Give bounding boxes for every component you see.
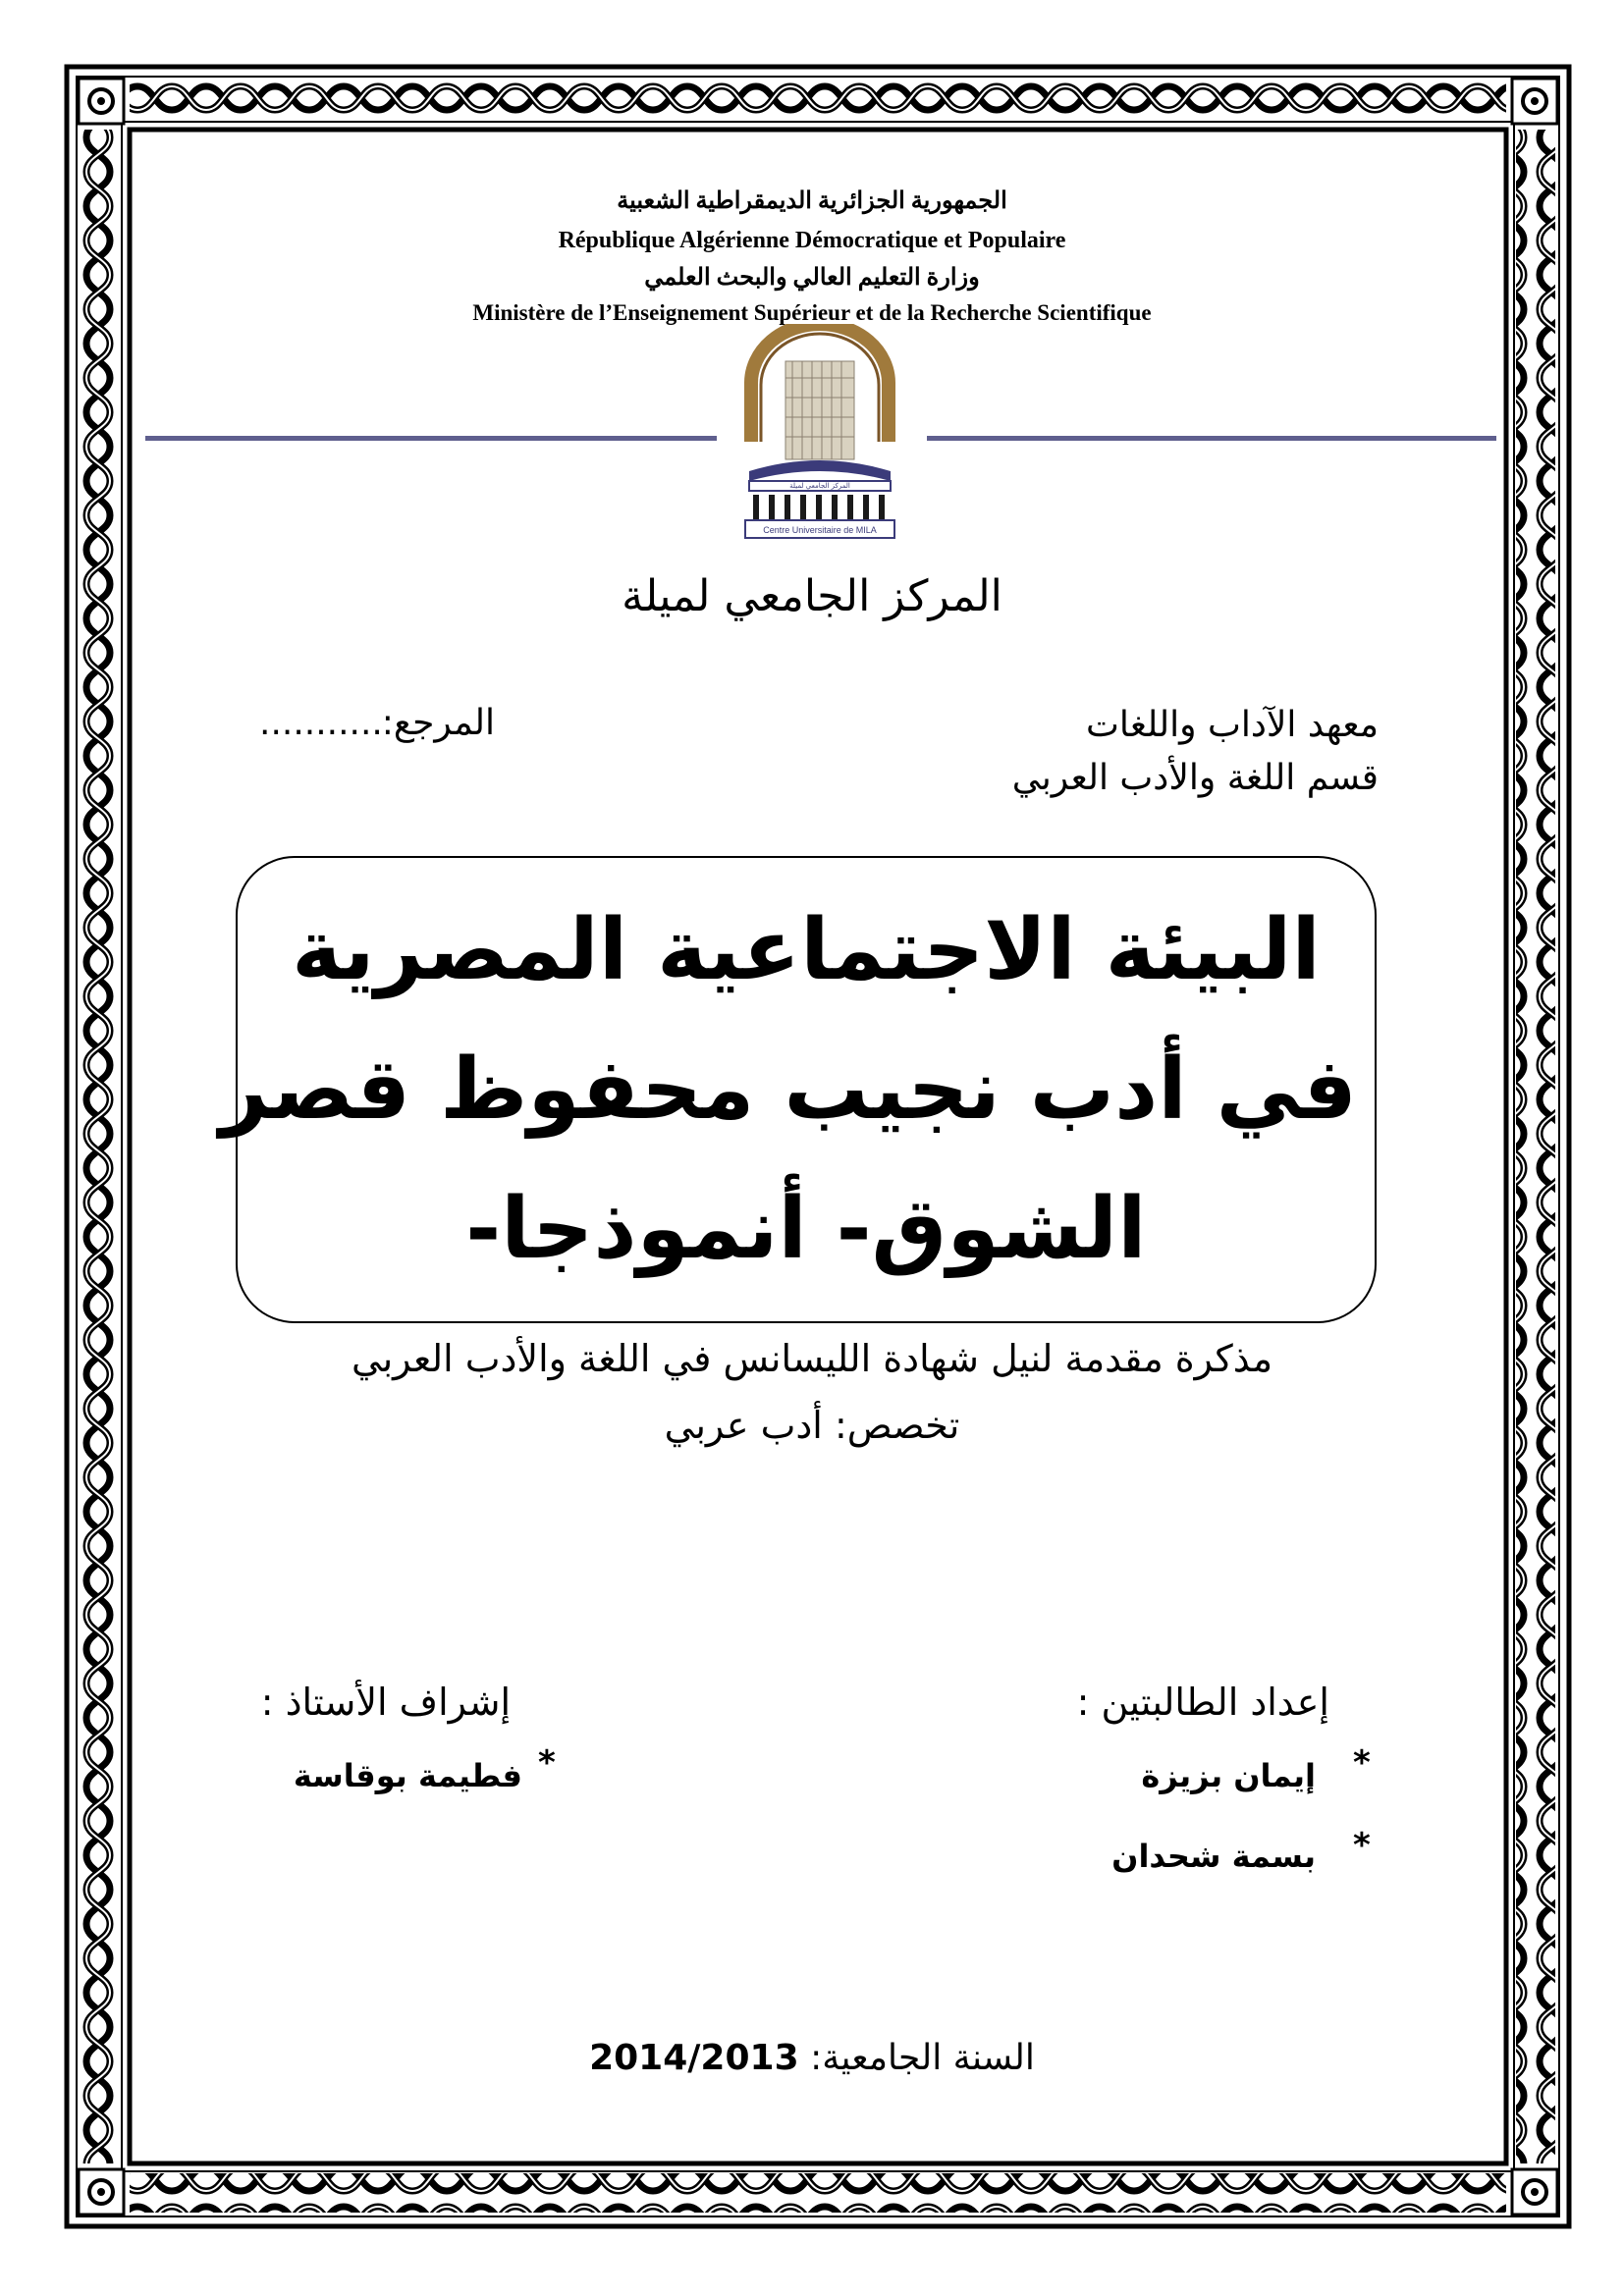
ministry-french: Ministère de l’Enseignement Supérieur et de la Recherche Scientifique <box>472 300 1152 325</box>
republic-arabic: الجمهورية الجزائرية الديمقراطية الشعبية <box>617 188 1007 214</box>
ministry-arabic: وزارة التعليم العالي والبحث العلمي <box>644 265 980 291</box>
supervisor-bullet: * <box>538 1743 556 1783</box>
thesis-title-line-2: في أدب نجيب محفوظ قصر <box>219 1041 1357 1139</box>
republic-french: République Algérienne Démocratique et Populaire <box>558 228 1066 253</box>
students-label: إعداد الطالبتين : <box>1076 1681 1329 1724</box>
header-rule-right <box>927 436 1496 441</box>
specialty: تخصص: أدب عربي <box>664 1404 960 1447</box>
student-name-1: إيمان بزيزة <box>1141 1757 1316 1794</box>
academic-year-label: السنة الجامعية: <box>810 2038 1035 2078</box>
degree-statement: مذكرة مقدمة لنيل شهادة الليسانس في اللغة والأدب العربي <box>351 1337 1273 1380</box>
reference-label: المرجع: <box>381 703 495 743</box>
student-bullet-2: * <box>1353 1826 1371 1865</box>
thesis-title-line-1: البيئة الاجتماعية المصرية <box>292 901 1321 999</box>
institution-name: المركز الجامعي لميلة <box>622 571 1002 621</box>
student-bullet-1: * <box>1353 1743 1371 1783</box>
reference-value: ........... <box>259 703 383 743</box>
department-name: قسم اللغة والأدب العربي <box>1011 758 1379 798</box>
supervisor-label: إشراف الأستاذ : <box>260 1681 511 1724</box>
logo-banner-text: المركز الجامعي لميلة <box>789 482 850 490</box>
supervisor-name: فطيمة بوقاسة <box>293 1757 522 1794</box>
logo-caption: Centre Universitaire de MILA <box>763 525 877 535</box>
academic-year <box>511 2038 1113 2078</box>
university-logo <box>731 324 908 540</box>
thesis-title-line-3: الشوق- أنموذجا- <box>465 1180 1147 1278</box>
academic-year-value: 2014/2013 <box>589 2038 799 2078</box>
student-name-2: بسمة شحدان <box>1111 1838 1316 1875</box>
header-rule-left <box>145 436 717 441</box>
institute-name: معهد الآداب واللغات <box>1086 705 1379 745</box>
